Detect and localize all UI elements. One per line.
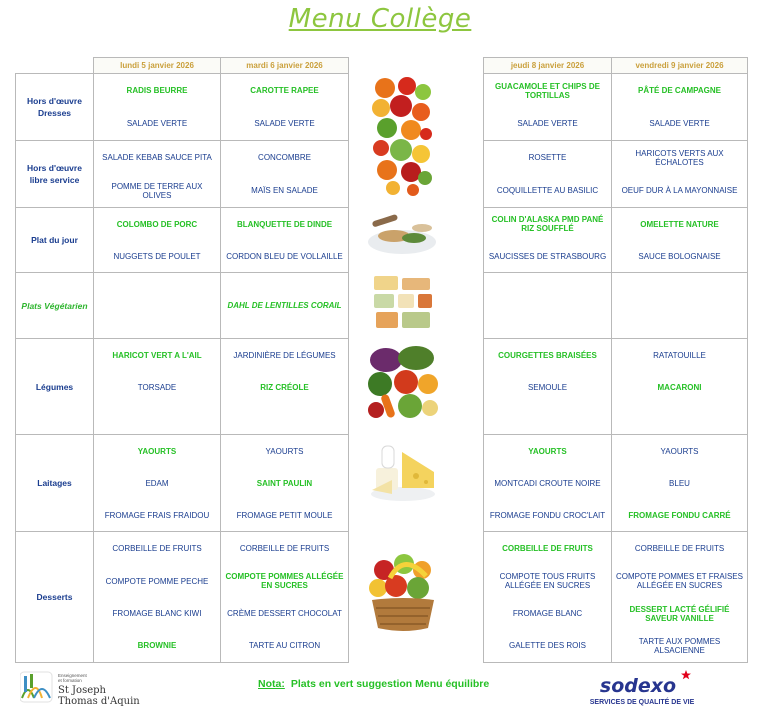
menu-item: SALADE VERTE (649, 119, 710, 128)
category-desserts: Desserts (16, 532, 94, 663)
menu-item: SEMOULE (527, 382, 568, 392)
menu-item: GUACAMOLE ET CHIPS DE TORTILLAS (495, 81, 600, 100)
nota-legend (258, 678, 489, 690)
cell-tuesday-plat (221, 208, 349, 273)
menu-item: TORSADE (137, 382, 177, 392)
menu-item: OEUF DUR À LA MAYONNAISE (621, 186, 738, 195)
menu-item: COLIN D'ALASKA PMD PANÉ RIZ SOUFFLÉ (491, 215, 604, 233)
menu-item: FROMAGE FRAIS FRAIDOU (104, 510, 210, 520)
menu-item: BLANQUETTE DE DINDE (236, 219, 333, 229)
cell-monday-plat (94, 208, 221, 273)
cell-tuesday-legumes (221, 339, 349, 435)
cell-monday-desserts (94, 532, 221, 663)
vegetables-basket-image (366, 344, 440, 422)
fruit-basket-image (366, 548, 440, 634)
cell-thursday-legumes (484, 339, 612, 435)
menu-item: YAOURTS (265, 446, 304, 456)
menu-item: COQUILLETTE AU BASILIC (496, 186, 599, 195)
menu-item: HARICOT VERT A L'AIL (112, 350, 202, 360)
menu-item: COLOMBO DE PORC (116, 219, 198, 229)
menu-item: NUGGETS DE POULET (113, 251, 201, 261)
menu-item: CORBEILLE DE FRUITS (502, 544, 593, 553)
menu-item: OMELETTE NATURE (640, 219, 719, 229)
menu-item: BROWNIE (137, 641, 177, 650)
sodexo-logo (586, 668, 706, 708)
menu-item: JARDINIÈRE DE LÉGUMES (233, 350, 336, 360)
category-plats-vegetarien: Plats Végétarien (16, 273, 94, 339)
menu-item: FROMAGE FONDU CROC'LAIT (489, 510, 606, 520)
menu-item: COURGETTES BRAISÉES (498, 350, 597, 360)
school-logo-small-line2: et formation (58, 678, 82, 683)
cell-tuesday-desserts (221, 532, 349, 663)
menu-item: CORBEILLE DE FRUITS (239, 544, 330, 553)
menu-item: POMME DE TERRE AUX OLIVES (111, 181, 203, 200)
menu-item: CAROTTE RAPEE (250, 86, 319, 95)
category-hors-doeuvre-libre: Hors d'œuvre libre service (16, 141, 94, 208)
menu-item: FROMAGE FONDU CARRÉ (628, 510, 731, 520)
cell-monday-hors-libre (94, 141, 221, 208)
menu-table-right (483, 57, 748, 663)
menu-item: GALETTE DES ROIS (509, 641, 586, 650)
cell-tuesday-vegetarien (221, 273, 349, 339)
menu-item: DAHL DE LENTILLES CORAIL (227, 301, 342, 310)
cell-monday-vegetarien (94, 273, 221, 339)
category-laitages: Laitages (16, 435, 94, 532)
menu-item: YAOURTS (137, 446, 177, 456)
menu-item: COMPOTE POMMES ALLÉGÉE EN SUCRES (225, 572, 344, 590)
nota-label: Nota: (258, 678, 285, 690)
menu-item: MACARONI (657, 382, 702, 392)
menu-item: YAOURTS (660, 446, 699, 456)
cell-tuesday-hors-libre (221, 141, 349, 208)
menu-item: TARTE AU CITRON (248, 641, 321, 650)
school-logo (20, 668, 160, 708)
menu-item: CRÈME DESSERT CHOCOLAT (227, 609, 342, 618)
menu-item: MAÏS EN SALADE (251, 186, 318, 195)
menu-item: PÂTÉ DE CAMPAGNE (638, 86, 721, 95)
sodexo-wordmark: sodexo (599, 675, 677, 697)
menu-item: RATATOUILLE (653, 350, 706, 360)
menu-item: COMPOTE POMMES ET FRAISES ALLÉGÉE EN SUCRES (616, 572, 743, 590)
cell-monday-hors-dresses (94, 74, 221, 141)
menu-item: COMPOTE POMME PECHE (105, 576, 209, 586)
cell-tuesday-laitages (221, 435, 349, 532)
cell-friday-laitages (612, 435, 748, 532)
menu-item: CORBEILLE DE FRUITS (634, 544, 725, 553)
menu-item: EDAM (145, 478, 169, 488)
day-header-friday: vendredi 9 janvier 2026 (612, 58, 748, 74)
menu-item: RADIS BEURRE (126, 86, 188, 95)
cell-friday-hors-dresses (612, 74, 748, 141)
vegetables-pile-image (371, 76, 433, 196)
day-header-tuesday: mardi 6 janvier 2026 (221, 58, 349, 74)
category-hors-doeuvre-dresses: Hors d'œuvre Dresses (16, 74, 94, 141)
menu-item: SAUCE BOLOGNAISE (638, 251, 721, 261)
cell-friday-legumes (612, 339, 748, 435)
cell-friday-desserts (612, 532, 748, 663)
day-header-monday: lundi 5 janvier 2026 (94, 58, 221, 74)
cell-monday-laitages (94, 435, 221, 532)
menu-item: ROSETTE (528, 153, 567, 162)
menu-item: COMPOTE TOUS FRUITS ALLÉGÉE EN SUCRES (499, 572, 596, 590)
menu-item: CONCOMBRE (258, 153, 311, 162)
cell-thursday-hors-libre (484, 141, 612, 208)
nota-text: Plats en vert suggestion Menu équilibre (290, 678, 490, 690)
menu-item: SALADE VERTE (254, 119, 315, 128)
menu-table-left (15, 57, 349, 663)
page-title: Menu Collège (288, 4, 472, 34)
menu-item: BLEU (669, 478, 690, 488)
menu-item: SAUCISSES DE STRASBOURG (488, 251, 607, 261)
vegetarian-dishes-image (372, 274, 434, 332)
category-legumes: Légumes (16, 339, 94, 435)
menu-item: SAINT PAULIN (256, 478, 313, 488)
cell-friday-plat (612, 208, 748, 273)
cell-friday-vegetarien (612, 273, 748, 339)
menu-item: RIZ CRÉOLE (260, 382, 309, 392)
sodexo-star-icon (681, 670, 691, 679)
plated-dish-image (364, 210, 440, 258)
menu-item: YAOURTS (528, 446, 567, 456)
menu-item: TARTE AUX POMMES ALSACIENNE (638, 636, 721, 655)
menu-item: MONTCADI CROUTE NOIRE (494, 478, 601, 488)
school-logo-name-line1: St Joseph (58, 685, 106, 696)
menu-item: CORDON BLEU DE VOLLAILLE (226, 251, 343, 261)
menu-item: FROMAGE PETIT MOULE (236, 510, 333, 520)
school-logo-name-line2: Thomas d'Aquin (58, 696, 140, 707)
cell-tuesday-hors-dresses (221, 74, 349, 141)
cell-thursday-plat (484, 208, 612, 273)
menu-item: SALADE VERTE (126, 119, 188, 128)
menu-item: SALADE VERTE (517, 119, 578, 128)
cell-monday-legumes (94, 339, 221, 435)
header-blank (16, 58, 94, 74)
cheese-plate-image (368, 442, 438, 504)
menu-item: HARICOTS VERTS AUX ÉCHALOTES (635, 148, 724, 167)
menu-item: FROMAGE BLANC (512, 609, 583, 618)
school-logo-small-line1: Enseignement (58, 673, 87, 678)
cell-thursday-vegetarien (484, 273, 612, 339)
day-header-thursday: jeudi 8 janvier 2026 (484, 58, 612, 74)
menu-item: FROMAGE BLANC KIWI (112, 609, 202, 618)
menu-item: DESSERT LACTÉ GÉLIFIÉ SAVEUR VANILLE (629, 604, 730, 623)
cell-friday-hors-libre (612, 141, 748, 208)
menu-item: SALADE KEBAB SAUCE PITA (102, 153, 212, 162)
cell-thursday-hors-dresses (484, 74, 612, 141)
category-plat-du-jour: Plat du jour (16, 208, 94, 273)
menu-item: CORBEILLE DE FRUITS (112, 544, 202, 553)
sodexo-tagline: SERVICES DE QUALITÉ DE VIE (589, 699, 695, 706)
cell-thursday-laitages (484, 435, 612, 532)
cell-thursday-desserts (484, 532, 612, 663)
